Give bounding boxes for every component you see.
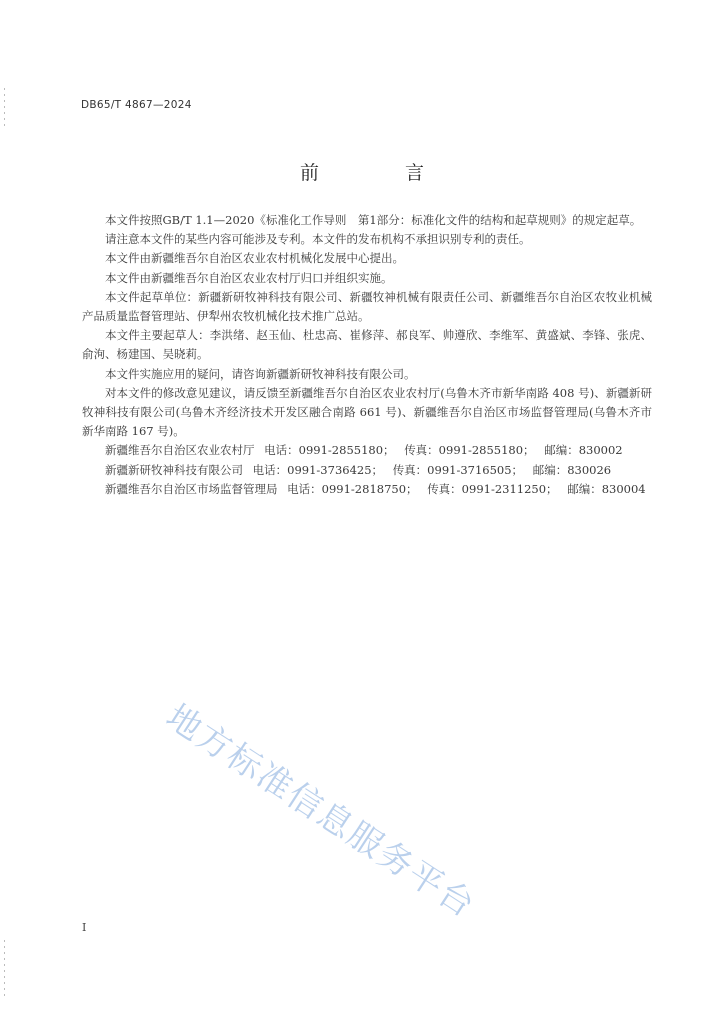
paragraph-drafting-rules: 本文件按照GB/T 1.1—2020《标准化工作导则 第1部分：标准化文件的结构和起草规则》的规定起草。 [105,213,642,227]
page-number: I [82,921,87,934]
paragraph-drafting-units: 本文件起草单位：新疆新研牧神科技有限公司、新疆牧神机械有限责任公司、新疆维吾尔自治区农牧业机械产品质量监督管理站、伊犁州农牧机械化技术推广总站。 [82,289,652,324]
page-title: 前 言 [299,162,465,184]
contact-line [82,461,652,480]
contact-zip: 邮编：830004 [567,481,646,496]
paragraph-patent-notice: 请注意本文件的某些内容可能涉及专利。本文件的发布机构不承担识别专利的责任。 [105,232,531,247]
binding-edge-mark-bottom [4,940,5,1000]
contact-org: 新疆维吾尔自治区农业农村厅 [105,443,255,458]
binding-edge-mark-top [4,88,5,128]
standard-code: DB65/T 4867—2024 [81,99,192,111]
contact-line [82,480,652,499]
paragraph-drafters: 本文件主要起草人：李洪绪、赵玉仙、杜忠高、崔修萍、郝良军、帅遵欣、李维军、黄盛斌、李锋、张虎、俞洵、杨建国、吴晓莉。 [82,328,652,362]
contact-phone: 电话：0991-3736425； [252,462,384,477]
contact-fax: 传真：0991-2855180； [404,443,535,458]
contact-org: 新疆新研牧神科技有限公司 [105,462,243,477]
contact-org: 新疆维吾尔自治区市场监督管理局 [105,481,278,496]
contact-phone: 电话：0991-2855180； [264,443,395,458]
foreword-body [82,211,652,499]
contact-phone: 电话：0991-2818750； [287,481,418,496]
paragraph-responsible-org: 本文件由新疆维吾尔自治区农业农村厅归口并组织实施。 [105,270,393,285]
watermark-text: 地方标准信息服务平台 [158,696,483,927]
paragraph-inquiry: 本文件实施应用的疑问，请咨询新疆新研牧神科技有限公司。 [105,366,416,381]
contact-zip: 邮编：830002 [544,443,623,458]
contact-fax: 传真：0991-2311250； [427,481,558,496]
contact-zip: 邮编：830026 [532,462,612,477]
contact-fax: 传真：0991-3716505； [392,462,524,477]
paragraph-proposer: 本文件由新疆维吾尔自治区农业农村机械化发展中心提出。 [105,251,404,266]
paragraph-feedback: 对本文件的修改意见建议，请反馈至新疆维吾尔自治区农业农村厅(乌鲁木齐市新华南路 408 号)、新疆新研牧神科技有限公司(乌鲁木齐经济技术开发区融合南路 661 号)、新疆维吾尔自治区市场监督管理局(乌鲁木齐市新华南路 167 号)。 [82,385,652,439]
contact-line [82,441,652,460]
